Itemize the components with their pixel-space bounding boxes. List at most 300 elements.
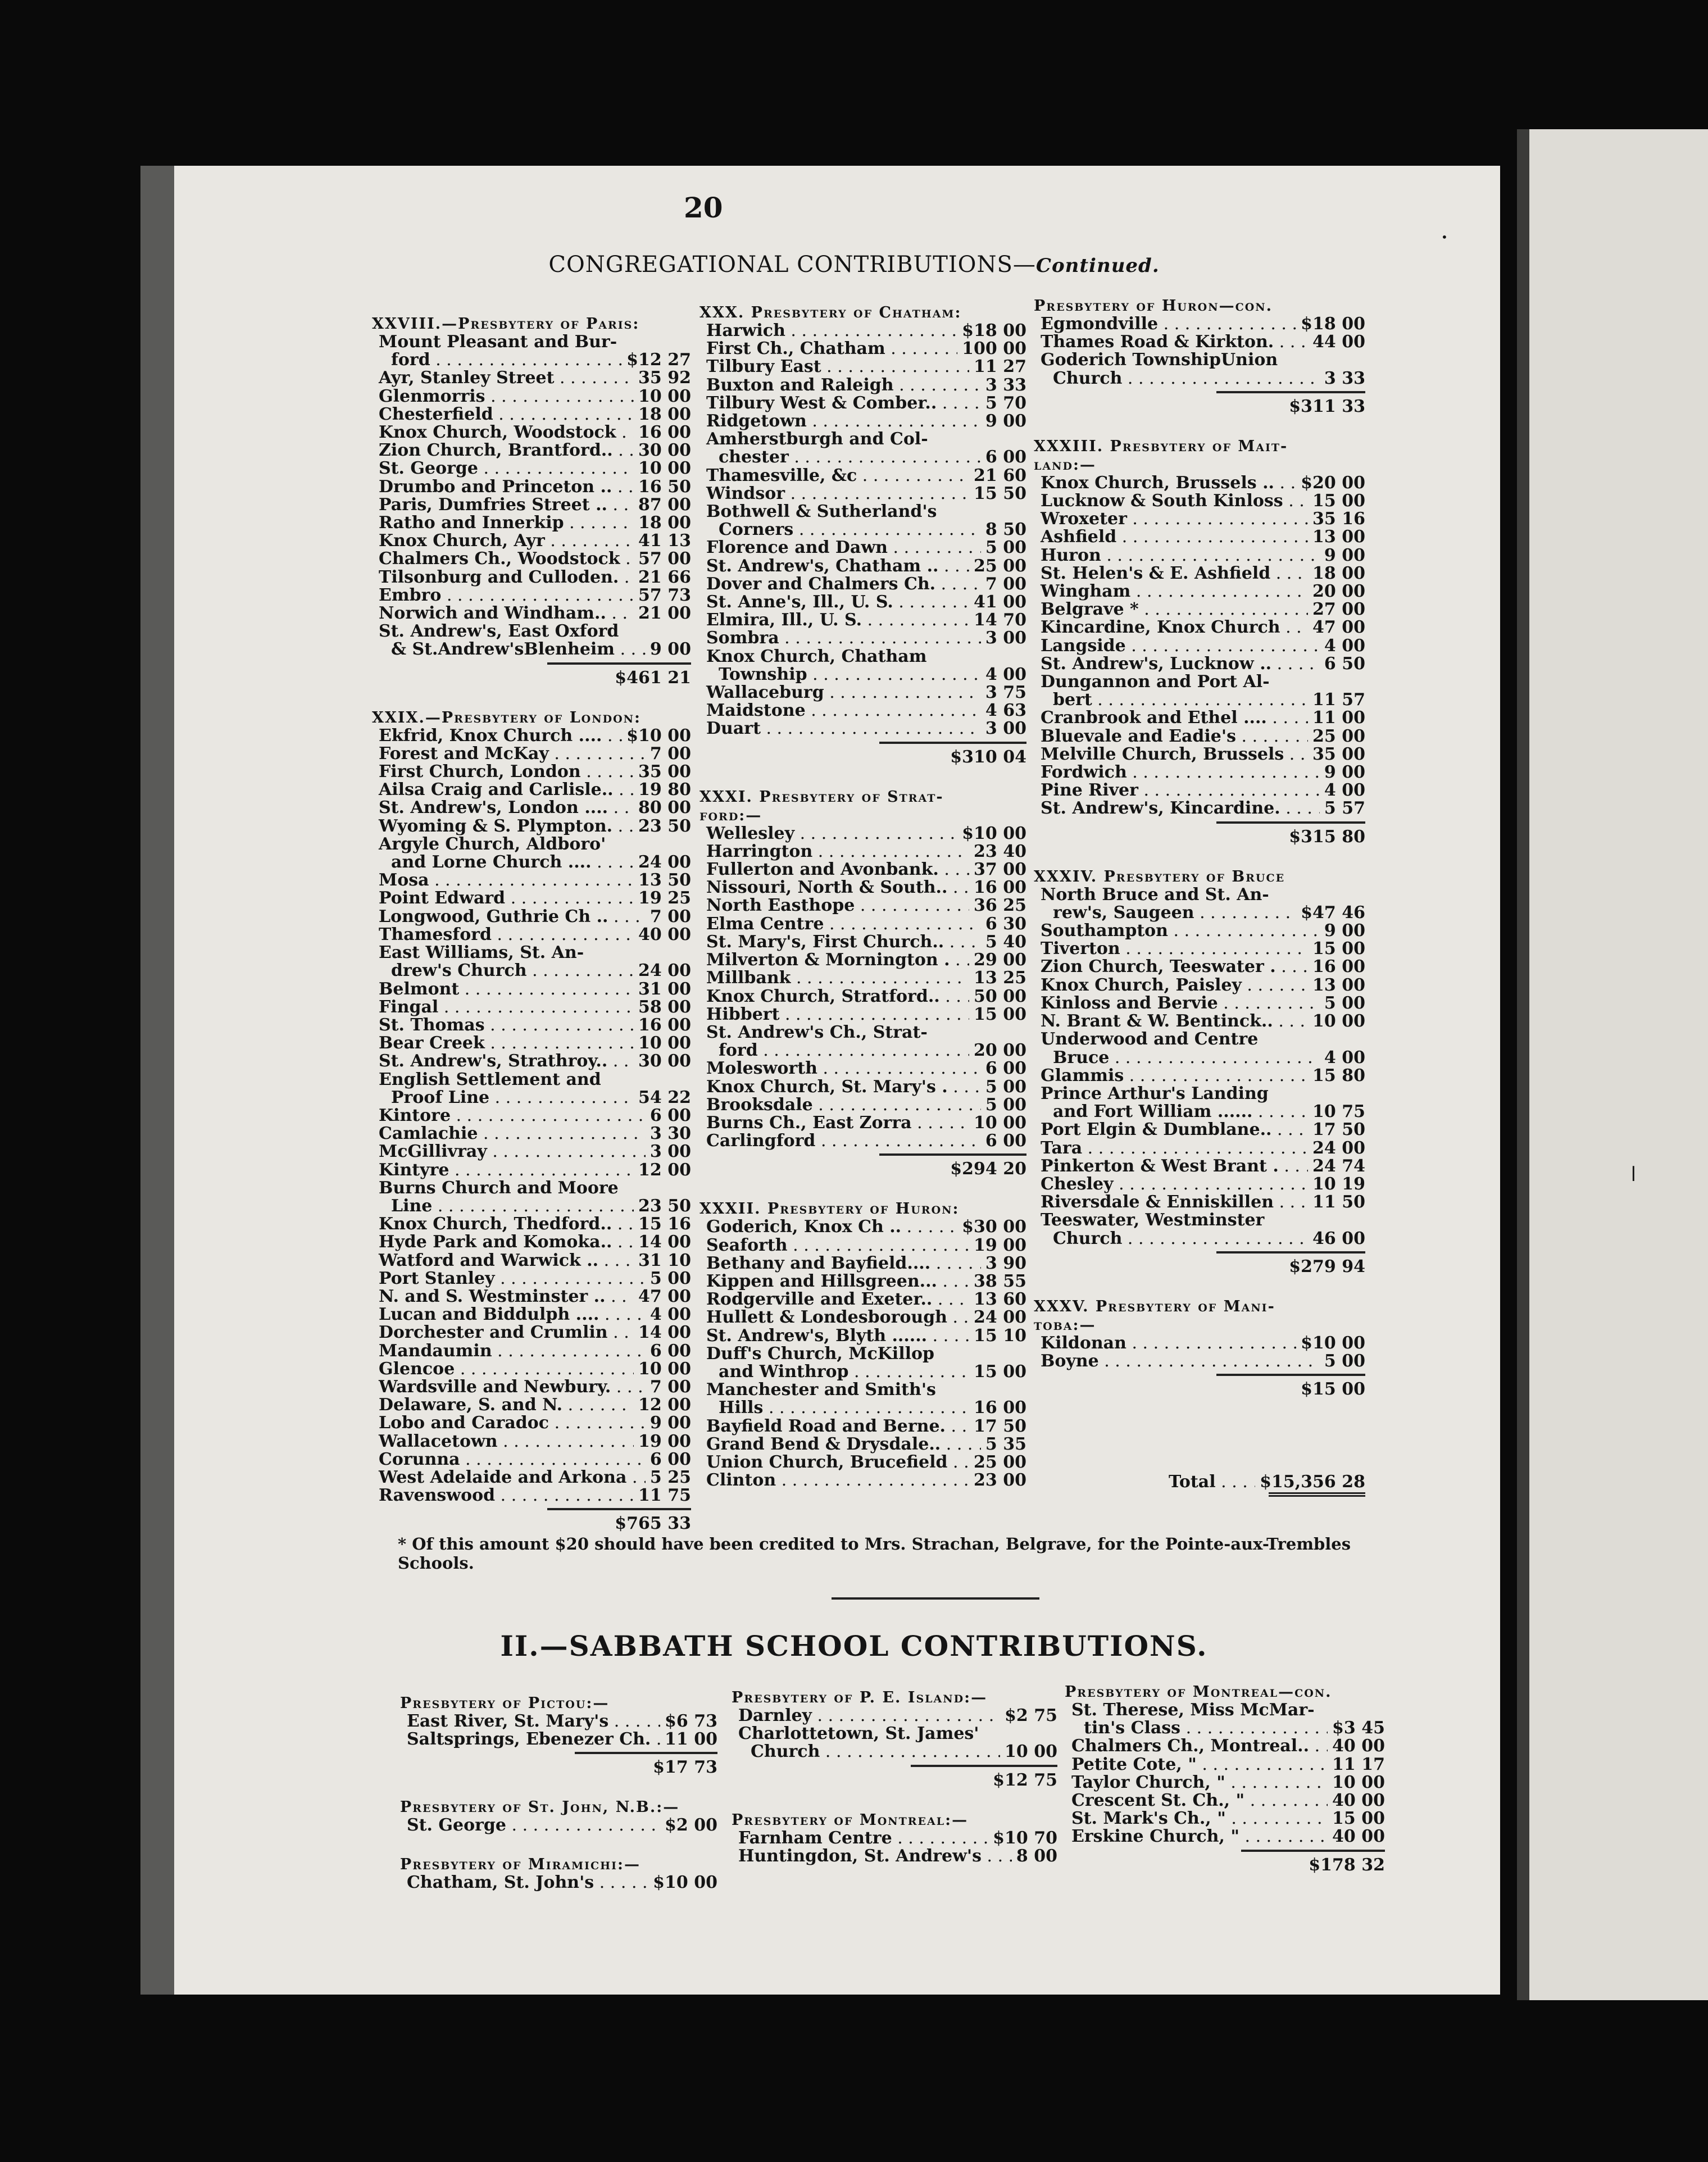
congregation-name: St. Andrew's, London .... . . . [372, 799, 634, 817]
contribution-amount: 35 00 [638, 762, 691, 782]
contribution-amount: $10 00 [962, 823, 1026, 843]
contributions-column-3 [1034, 297, 1365, 1400]
grand-total-double-rule [1269, 1492, 1365, 1497]
contribution-row [372, 1469, 691, 1487]
contribution-amount: 9 00 [1324, 545, 1365, 565]
contribution-amount: 9 00 [985, 411, 1026, 432]
contribution-row [699, 648, 1026, 666]
contribution-row [1034, 1121, 1365, 1139]
congregation-name: Ravenswood . . . [372, 1487, 634, 1505]
contribution-row [372, 763, 691, 781]
contribution-amount: 4 00 [1324, 635, 1365, 656]
subtotal-rule [1241, 1850, 1386, 1852]
presbytery-heading: XXX. Presbytery of Chatham: [699, 304, 962, 321]
section-gap [732, 1791, 1057, 1811]
contribution-amount: 13 60 [974, 1289, 1026, 1310]
congregation-name: drew's Church . . . [372, 962, 634, 980]
contribution-amount: 4 00 [649, 1305, 691, 1325]
congregation-name: St. Andrew's, Blyth ...... . . . [699, 1327, 969, 1345]
contribution-row [372, 1071, 691, 1089]
subtotal-rule [575, 1752, 717, 1754]
contribution-amount: 5 35 [985, 1434, 1026, 1454]
contribution-amount: 24 74 [1312, 1156, 1365, 1176]
congregation-name: McGillivray . . . [372, 1143, 646, 1161]
contribution-row [699, 969, 1026, 987]
sabbath-column-3 [1065, 1683, 1385, 1875]
congregation-name: Sombra . . . [699, 629, 981, 647]
contribution-row [372, 424, 691, 442]
contribution-row [372, 889, 691, 907]
contribution-row [1034, 940, 1365, 958]
contribution-amount: $47 46 [1301, 902, 1365, 923]
contribution-amount: 23 00 [974, 1470, 1026, 1491]
contribution-row [372, 406, 691, 424]
congregation-name: Wallacetown . . . [372, 1433, 634, 1451]
contribution-row [1034, 691, 1365, 709]
margin-mark: • [1441, 230, 1448, 244]
contribution-row [699, 358, 1026, 376]
contribution-row [699, 557, 1026, 575]
congregation-name: chester . . . [699, 448, 981, 466]
contribution-row [1065, 1756, 1385, 1774]
congregation-name: Seaforth . . . [699, 1237, 969, 1255]
congregation-name: West Adelaide and Arkona . . . [372, 1469, 646, 1487]
contribution-row [699, 951, 1026, 969]
congregation-name: Burns Church and Moore [379, 1178, 619, 1198]
contribution-row [372, 496, 691, 514]
page-title-suffix: Continued. [1035, 255, 1160, 277]
congregation-name: Erskine Church, " . . . [1065, 1828, 1328, 1846]
contribution-amount: 16 00 [638, 423, 691, 443]
contribution-amount: 57 00 [638, 549, 691, 569]
congregation-name: rew's, Saugeen . . . [1034, 904, 1296, 922]
contribution-amount: 16 50 [638, 476, 691, 497]
grand-total-line [1124, 1473, 1365, 1491]
contribution-amount: 7 00 [649, 906, 691, 926]
contribution-amount: 3 75 [985, 683, 1026, 703]
congregation-name: Windsor . . . [699, 485, 969, 503]
contribution-amount: 9 00 [649, 1413, 691, 1433]
contribution-row [699, 702, 1026, 720]
grand-total-amount: $15,356 28 [1260, 1472, 1365, 1492]
presbytery-subtotal: $311 33 [1289, 396, 1365, 416]
contribution-amount: 5 57 [1324, 798, 1365, 819]
contribution-row [1065, 1719, 1385, 1737]
congregation-name: Buxton and Raleigh . . . [699, 376, 981, 394]
contribution-row [372, 388, 691, 406]
contribution-amount: 58 00 [638, 997, 691, 1017]
contribution-row [699, 611, 1026, 629]
congregation-name: Chalmers Ch., Woodstock . . . [372, 550, 634, 568]
presbytery-subtotal: $461 21 [615, 667, 691, 688]
congregation-name: Kildonan . . . [1034, 1334, 1296, 1352]
contribution-row [699, 521, 1026, 539]
contribution-amount: 40 00 [1332, 1827, 1385, 1847]
congregation-name: Duff's Church, McKillop [706, 1343, 934, 1364]
contribution-row [372, 478, 691, 496]
contribution-amount: 7 00 [985, 574, 1026, 594]
contribution-row [699, 1273, 1026, 1291]
congregation-name: tin's Class . . . [1065, 1719, 1328, 1737]
contribution-amount: 24 00 [1312, 1138, 1365, 1158]
congregation-name: Argyle Church, Aldboro' [379, 834, 606, 854]
congregation-name: Thames Road & Kirkton. . . . [1034, 333, 1308, 351]
contribution-row [1034, 370, 1365, 388]
contribution-row [1034, 1103, 1365, 1121]
contribution-row [699, 376, 1026, 394]
contribution-row [372, 926, 691, 944]
congregation-name: Kinloss and Bervie . . . [1034, 994, 1320, 1012]
contribution-row [699, 1096, 1026, 1114]
presbytery-heading: Presbytery of Huron—con. [1034, 297, 1273, 315]
congregation-name: Wellesley . . . [699, 825, 957, 843]
contribution-row [699, 1471, 1026, 1489]
section-gap [400, 1778, 717, 1798]
contribution-row [1034, 1157, 1365, 1175]
congregation-name: Knox Church, Paisley . . . [1034, 976, 1308, 994]
congregation-name: Bethany and Bayfield.... . . . [699, 1255, 981, 1273]
congregation-name: Elma Centre . . . [699, 915, 981, 933]
contribution-amount: 10 00 [1005, 1742, 1057, 1762]
contribution-amount: 100 00 [962, 339, 1026, 359]
congregation-name: Ekfrid, Knox Church .... . . . [372, 727, 622, 745]
contribution-amount: 15 00 [974, 1004, 1026, 1024]
congregation-name: Church . . . [732, 1743, 1000, 1761]
contribution-row [1034, 958, 1365, 976]
contribution-row [372, 1143, 691, 1161]
contribution-amount: 36 25 [974, 896, 1026, 916]
contribution-row [372, 1324, 691, 1342]
congregation-name: St. Thomas . . . [372, 1016, 634, 1034]
presbytery-subtotal: $17 73 [653, 1757, 717, 1778]
contribution-amount: 6 00 [649, 1105, 691, 1125]
contribution-row [699, 485, 1026, 503]
contribution-row [1034, 547, 1365, 565]
contribution-amount: 12 00 [638, 1160, 691, 1180]
congregation-name: St. Andrew's, Lucknow .. . . . [1034, 655, 1320, 673]
presbytery-heading: Presbytery of St. John, N.B.:— [400, 1798, 680, 1816]
contribution-row [372, 1288, 691, 1306]
presbytery-heading: Presbytery of Montreal:— [732, 1811, 969, 1829]
congregation-name: Line . . . [372, 1197, 634, 1215]
contribution-row [699, 322, 1026, 340]
contribution-row [1034, 904, 1365, 922]
congregation-name: Melville Church, Brussels . . . [1034, 746, 1308, 764]
contribution-row [699, 1218, 1026, 1236]
congregation-name: Ratho and Innerkip . . . [372, 514, 634, 532]
contribution-amount: $10 70 [993, 1828, 1057, 1848]
contribution-amount: 9 00 [649, 639, 691, 660]
contribution-amount: 31 10 [638, 1250, 691, 1270]
contribution-amount: 14 00 [638, 1232, 691, 1252]
presbytery-heading: Presbytery of Montreal—con. [1065, 1683, 1332, 1701]
congregation-name: Dorchester and Crumlin . . . [372, 1324, 634, 1342]
contribution-amount: 5 00 [985, 1077, 1026, 1097]
section-gap [1034, 1277, 1365, 1297]
contribution-row [372, 1197, 691, 1215]
contribution-row [372, 998, 691, 1016]
contribution-row [699, 1291, 1026, 1309]
contribution-row [372, 853, 691, 871]
contribution-row [1034, 655, 1365, 673]
contribution-row [1034, 583, 1365, 601]
congregation-name: Tara . . . [1034, 1139, 1308, 1157]
contribution-amount: 19 00 [638, 1431, 691, 1451]
contribution-row [1034, 351, 1365, 369]
contribution-amount: 47 00 [638, 1286, 691, 1306]
congregation-name: Knox Church, Stratford.. . . . [699, 988, 969, 1006]
contribution-amount: 5 00 [1324, 1351, 1365, 1371]
contribution-amount: 15 10 [974, 1325, 1026, 1346]
presbytery-heading: XXXI. Presbytery of Strat- ford:— [699, 788, 944, 824]
contribution-row [372, 1378, 691, 1396]
congregation-name: Tilbury West & Comber.. . . . [699, 394, 981, 412]
congregation-name: Chesterfield . . . [372, 406, 634, 424]
contribution-amount: 16 00 [1312, 957, 1365, 977]
page-title-text: CONGREGATIONAL CONTRIBUTIONS— [548, 252, 1036, 278]
contribution-row [1034, 1230, 1365, 1248]
contribution-amount: 16 00 [974, 878, 1026, 898]
congregation-name: Kintyre . . . [372, 1161, 634, 1179]
congregation-name: Glenmorris . . . [372, 388, 634, 406]
contribution-row [1034, 619, 1365, 637]
presbytery-subtotal: $12 75 [993, 1770, 1057, 1790]
congregation-name: St. Andrew's Ch., Strat- [706, 1022, 928, 1042]
congregation-name: East River, St. Mary's . . . [400, 1713, 660, 1730]
contribution-row [699, 861, 1026, 879]
contribution-amount: 3 00 [649, 1142, 691, 1162]
contribution-amount: 4 00 [1324, 780, 1365, 801]
grand-total-row [1124, 1473, 1365, 1499]
congregation-name: Wallaceburg . . . [699, 684, 981, 702]
contribution-row [1034, 1139, 1365, 1157]
contribution-amount: 18 00 [638, 404, 691, 424]
congregation-name: Longwood, Guthrie Ch .. . . . [372, 908, 646, 926]
contribution-amount: 10 75 [1312, 1102, 1365, 1122]
contribution-row [1034, 800, 1365, 817]
contribution-row [372, 1016, 691, 1034]
congregation-name: Maidstone . . . [699, 702, 981, 720]
contribution-row [1034, 1334, 1365, 1352]
margin-mark: ǀ [1630, 1163, 1637, 1186]
contribution-row [1034, 565, 1365, 583]
contribution-row [1034, 492, 1365, 510]
contribution-amount: 27 00 [1312, 599, 1365, 620]
presbytery-subtotal: $310 04 [950, 747, 1026, 767]
congregation-name: and Winthrop . . . [699, 1363, 969, 1381]
contribution-row [699, 1255, 1026, 1273]
congregation-name: Paris, Dumfries Street .. . . . [372, 496, 634, 514]
congregation-name: Prince Arthur's Landing [1041, 1083, 1269, 1103]
contribution-row [1034, 1049, 1365, 1067]
congregation-name: Church . . . [1034, 370, 1320, 388]
contribution-row [732, 1829, 1057, 1847]
presbytery-heading: XXXV. Presbytery of Mani- toba:— [1034, 1297, 1275, 1334]
congregation-name: Wroxeter . . . [1034, 510, 1308, 528]
contribution-row [699, 1418, 1026, 1436]
contribution-amount: 9 00 [1324, 921, 1365, 941]
congregation-name: St. Andrew's, Chatham .. . . . [699, 557, 969, 575]
contribution-amount: 15 00 [1332, 1809, 1385, 1829]
congregation-name: Millbank . . . [699, 969, 969, 987]
contribution-row [699, 340, 1026, 358]
contribution-row [372, 1414, 691, 1432]
contribution-row [699, 1237, 1026, 1255]
contribution-amount: $10 00 [1301, 1333, 1365, 1353]
congregation-name: Chesley . . . [1034, 1175, 1308, 1193]
section-gap [699, 1179, 1026, 1200]
congregation-name: Kincardine, Knox Church . . . [1034, 619, 1308, 637]
contribution-row [699, 430, 1026, 448]
section-gap [699, 767, 1026, 788]
presbytery-subtotal: $279 94 [1289, 1256, 1365, 1277]
contribution-amount: $12 27 [626, 350, 691, 370]
contribution-amount: 15 00 [1312, 491, 1365, 511]
congregation-name: Wingham . . . [1034, 583, 1308, 601]
congregation-name: Dover and Chalmers Ch. . . . [699, 575, 981, 593]
contribution-amount: 21 00 [638, 603, 691, 624]
congregation-name: Teeswater, Westminster [1041, 1210, 1265, 1230]
congregation-name: Zion Church, Teeswater . . . . [1034, 958, 1308, 976]
congregation-name: Bothwell & Sutherland's [706, 502, 937, 522]
presbytery-heading: XXXIV. Presbytery of Bruce [1034, 867, 1285, 885]
contribution-amount: 10 19 [1312, 1174, 1365, 1194]
contribution-row [372, 1433, 691, 1451]
contribution-row [372, 962, 691, 980]
contribution-row [732, 1847, 1057, 1865]
contribution-amount: 10 00 [638, 1359, 691, 1379]
congregation-name: Knox Church, St. Mary's . . . . [699, 1078, 981, 1096]
congregation-name: Forest and McKay . . . [372, 745, 646, 763]
contribution-row [372, 1161, 691, 1179]
subtotal-rule [1216, 391, 1366, 393]
congregation-name: Thamesville, &c . . . [699, 467, 969, 485]
contribution-amount: 14 70 [974, 610, 1026, 630]
contribution-row [372, 908, 691, 926]
contribution-amount: 41 00 [974, 592, 1026, 612]
contribution-amount: 11 57 [1312, 690, 1365, 710]
contribution-amount: 35 92 [638, 368, 691, 388]
contribution-amount: 21 66 [638, 567, 691, 587]
congregation-name: North Easthope . . . [699, 897, 969, 915]
contribution-row [372, 532, 691, 550]
contribution-amount: $18 00 [1301, 314, 1365, 334]
congregation-name: Belgrave * . . . [1034, 601, 1308, 619]
contribution-row [732, 1725, 1057, 1743]
contribution-amount: 40 00 [638, 924, 691, 944]
contribution-row [1034, 1175, 1365, 1193]
congregation-name: Amherstburgh and Col- [706, 429, 928, 449]
congregation-name: St. George . . . [400, 1816, 660, 1834]
contribution-amount: 29 00 [974, 950, 1026, 970]
contribution-amount: 38 55 [974, 1271, 1026, 1291]
congregation-name: Lucknow & South Kinloss . . . [1034, 492, 1308, 510]
congregation-name: N. and S. Westminster .. . . . [372, 1288, 634, 1306]
contribution-amount: 35 16 [1312, 509, 1365, 529]
contribution-amount: 10 00 [638, 458, 691, 479]
congregation-name: Knox Church, Thedford.. . . . [372, 1215, 634, 1233]
congregation-name: Brooksdale . . . [699, 1096, 981, 1114]
contribution-row [699, 467, 1026, 485]
contribution-amount: 3 33 [985, 375, 1026, 395]
contribution-row [372, 514, 691, 532]
contribution-row [1034, 510, 1365, 528]
contribution-row [372, 605, 691, 623]
congregation-name: Clinton . . . [699, 1471, 969, 1489]
subtotal-rule [879, 1153, 1026, 1156]
contribution-amount: 23 50 [638, 1196, 691, 1216]
contribution-row [1034, 1030, 1365, 1048]
congregation-name: Ayr, Stanley Street . . . [372, 369, 634, 387]
contribution-row [372, 1342, 691, 1360]
contribution-amount: 6 50 [1324, 653, 1365, 674]
contribution-amount: 25 00 [974, 556, 1026, 576]
congregation-name: Ashfield . . . [1034, 528, 1308, 546]
section-gap [400, 1835, 717, 1855]
congregation-name: Fullerton and Avonbank. . . . [699, 861, 969, 879]
contribution-amount: 10 00 [638, 386, 691, 406]
congregation-name: North Bruce and St. An- [1041, 884, 1269, 905]
contribution-amount: 3 30 [649, 1124, 691, 1144]
congregation-name: Boyne . . . [1034, 1352, 1320, 1370]
contribution-amount: 4 00 [985, 664, 1026, 684]
contribution-amount: 87 00 [638, 494, 691, 515]
contribution-amount: 17 50 [974, 1416, 1026, 1436]
contribution-amount: 19 25 [638, 888, 691, 909]
contribution-row [372, 550, 691, 568]
contribution-amount: 8 00 [1016, 1846, 1057, 1866]
contribution-row [372, 641, 691, 658]
contribution-amount: 19 80 [638, 780, 691, 800]
contribution-row [1065, 1792, 1385, 1810]
presbytery-subtotal: $15 00 [1301, 1379, 1365, 1400]
contribution-row [372, 799, 691, 817]
contribution-row [372, 1233, 691, 1251]
contribution-amount: 15 00 [1312, 939, 1365, 959]
contribution-amount: 7 00 [649, 743, 691, 764]
contribution-row [699, 1042, 1026, 1060]
contribution-row [699, 629, 1026, 647]
contribution-row [372, 1107, 691, 1125]
contribution-amount: 5 70 [985, 393, 1026, 413]
contribution-row [372, 944, 691, 962]
contribution-amount: 11 27 [974, 357, 1026, 377]
contribution-amount: 31 00 [638, 979, 691, 999]
contribution-row [400, 1874, 717, 1892]
congregation-name: Bruce . . . [1034, 1049, 1320, 1067]
contribution-row [372, 1052, 691, 1070]
contribution-row [1034, 637, 1365, 655]
contribution-amount: 6 00 [985, 447, 1026, 467]
contribution-row [1065, 1810, 1385, 1828]
contribution-row [1034, 673, 1365, 691]
contribution-row [1034, 886, 1365, 904]
contribution-row [699, 933, 1026, 951]
congregation-name: Church . . . [1034, 1230, 1308, 1248]
contribution-row [1034, 1012, 1365, 1030]
contribution-amount: 9 00 [1324, 762, 1365, 783]
contribution-amount: 15 50 [974, 483, 1026, 503]
contribution-amount: $3 45 [1332, 1718, 1385, 1738]
contribution-row [1034, 1352, 1365, 1370]
congregation-name: Glammis . . . [1034, 1067, 1308, 1085]
contribution-amount: 3 00 [985, 719, 1026, 739]
contribution-amount: 5 00 [985, 538, 1026, 558]
contribution-row [1034, 333, 1365, 351]
congregation-name: Belmont . . . [372, 980, 634, 998]
congregation-name: Chatham, St. John's . . . [400, 1874, 648, 1892]
contribution-amount: 6 00 [649, 1449, 691, 1469]
